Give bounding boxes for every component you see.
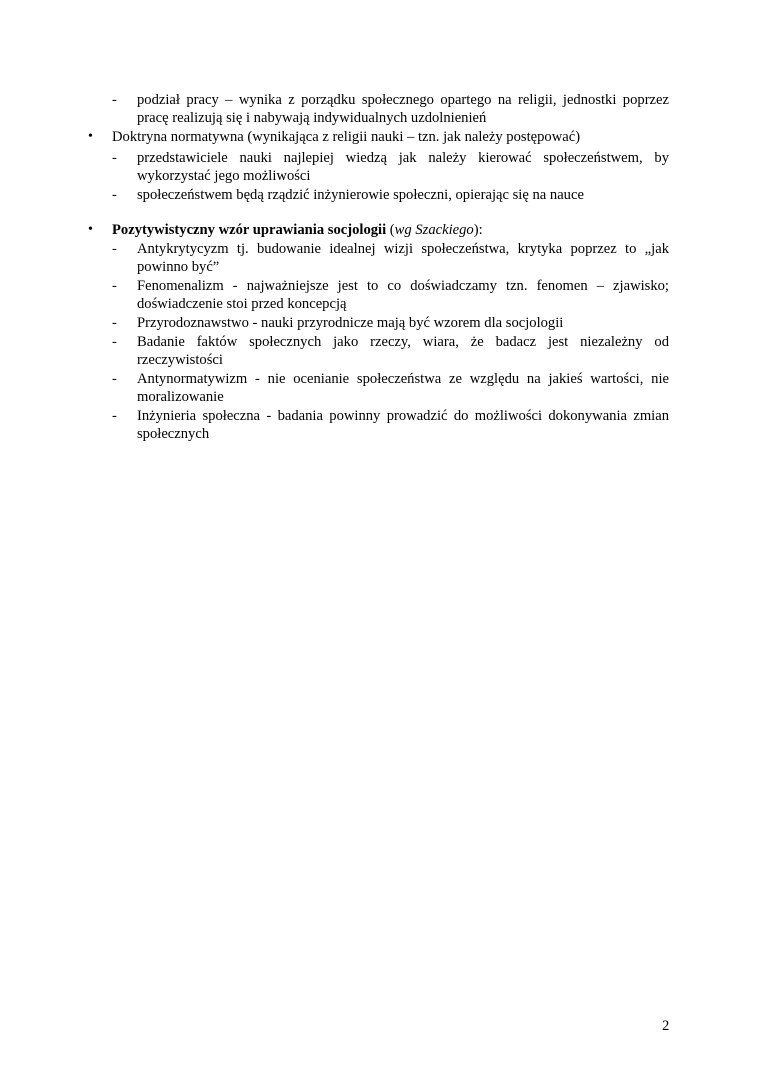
heading-italic: wg Szackiego [394, 222, 474, 238]
list-item-text: przedstawiciele nauki najlepiej wiedzą jak należy kierować społeczeństwem, by wykorzystać jego możliwości [137, 150, 669, 184]
sub-list-top [0, 91, 760, 127]
list-item [0, 277, 760, 313]
sub-list-section2-6 [0, 407, 760, 443]
list-item-text: Antynormatywizm - nie ocenianie społeczeństwa ze względu na jakieś wartości, nie moralizowanie [137, 371, 669, 405]
list-item [0, 407, 760, 443]
sub-list-section2-4 [0, 333, 760, 369]
heading-close: ): [473, 222, 483, 238]
list-item-text: Antykrytycyzm tj. budowanie idealnej wizji społeczeństwa, krytyka poprzez to „jak powinno być” [137, 241, 669, 275]
section-heading [112, 221, 669, 239]
sub-list-doktryna-2 [0, 186, 760, 204]
list-item [0, 370, 760, 406]
page-number: 2 [662, 1018, 670, 1034]
bullet-text: Doktryna normatywna (wynikająca z religii nauki – tzn. jak należy postępować) [112, 129, 581, 145]
list-item-text: Fenomenalizm - najważniejsze jest to co doświadczamy tzn. fenomen – zjawisko; doświadczenie stoi przed koncepcją [137, 278, 669, 312]
bullet-doktryna [0, 128, 760, 146]
bullet-marker: • [88, 222, 93, 237]
heading-paren: ( [386, 222, 395, 238]
sub-list-section2-1 [0, 240, 760, 276]
bullet-marker: • [88, 129, 93, 144]
dash-marker: - [112, 371, 117, 387]
sub-list-section2-2 [0, 277, 760, 313]
list-item [0, 149, 760, 185]
dash-marker: - [112, 315, 117, 331]
list-item-text: społeczeństwem będą rządzić inżynierowie społeczni, opierając się na nauce [137, 187, 584, 203]
list-item [0, 186, 760, 204]
list-item [0, 240, 760, 276]
heading-bold: Pozytywistyczny wzór uprawiania socjologii [112, 222, 387, 238]
list-item-text: Badanie faktów społecznych jako rzeczy, wiara, że badacz jest niezależny od rzeczywistości [137, 334, 669, 368]
dash-marker: - [112, 150, 117, 166]
list-item [0, 314, 760, 332]
dash-marker: - [112, 241, 117, 257]
bullet-pozytywistyczny [0, 221, 760, 239]
list-item-text: Przyrodoznawstwo - nauki przyrodnicze mają być wzorem dla socjologii [137, 315, 564, 331]
dash-marker: - [112, 408, 117, 424]
dash-marker: - [112, 92, 117, 108]
sub-list-doktryna [0, 149, 760, 185]
dash-marker: - [112, 334, 117, 350]
list-item [0, 91, 760, 127]
list-item-text: podział pracy – wynika z porządku społecznego opartego na religii, jednostki poprzez pracę realizują się i nabywają indywidualnych uzdolnienień [137, 92, 669, 126]
list-item-text: Inżynieria społeczna - badania powinny prowadzić do możliwości dokonywania zmian społecznych [137, 408, 669, 442]
sub-list-section2-3 [0, 314, 760, 332]
dash-marker: - [112, 278, 117, 294]
sub-list-section2-5 [0, 370, 760, 406]
list-item [0, 333, 760, 369]
dash-marker: - [112, 187, 117, 203]
